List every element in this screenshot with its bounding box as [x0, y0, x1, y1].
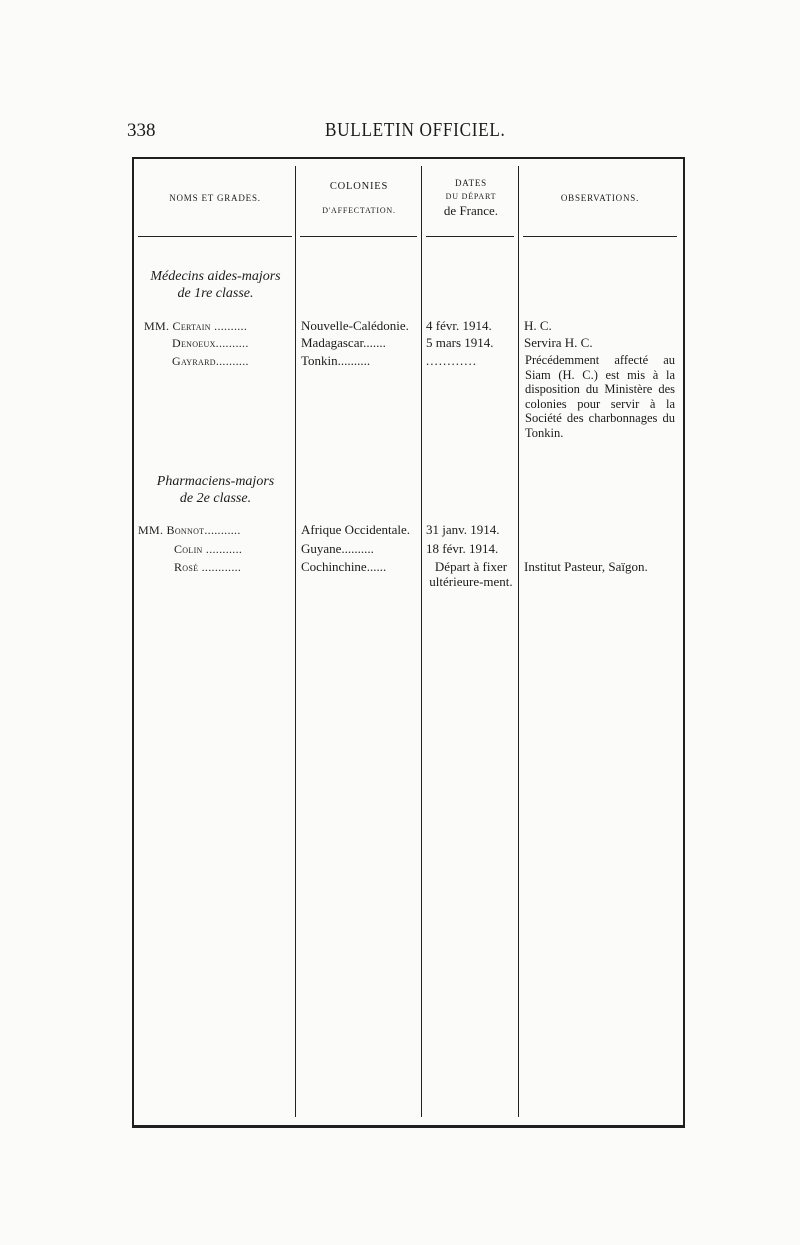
table-row-date: 5 mars 1914.: [426, 335, 494, 350]
column-header-noms: NOMS ET GRADES.: [169, 193, 261, 203]
column-divider: [518, 166, 519, 1117]
table-row-observation: Précédemment affecté au Siam (H. C.) est mis à la disposition du Ministère des colonies pour servir à la Société des charbonnages du Tonkin.: [525, 353, 675, 440]
section-title: Pharmaciens-majors de 2e classe.: [156, 474, 275, 506]
table-row-colonie: Guyane..........: [301, 541, 374, 556]
table-row-name: MM. Bonnot...........: [138, 523, 241, 537]
column-header-colonies: COLONIES D'AFFECTATION.: [322, 181, 396, 215]
table-row-colonie: Tonkin..........: [301, 353, 371, 368]
table-row-name: MM. Certain ..........: [144, 319, 248, 333]
header-rule: [426, 236, 514, 237]
table-row-date: 18 févr. 1914.: [426, 541, 499, 556]
table-row-colonie: Afrique Occidentale.: [301, 522, 411, 537]
column-divider: [295, 166, 296, 1117]
page-number: 338: [127, 120, 156, 141]
table-row-name: Gayrard..........: [172, 354, 249, 368]
table-row-colonie: Nouvelle-Calédonie.: [301, 318, 409, 333]
table-frame: [132, 157, 685, 1128]
table-row-colonie: Cochinchine......: [301, 559, 387, 574]
header-rule: [300, 236, 417, 237]
table-row-date: Départ à fixer ultérieure-ment.: [429, 559, 513, 589]
column-divider: [421, 166, 422, 1117]
table-row-observation: H. C.: [524, 318, 552, 333]
column-header-dates: DATES DU DÉPART de France.: [443, 178, 499, 218]
table-row-date: 4 févr. 1914.: [426, 318, 492, 333]
table-row-date: ............: [426, 353, 477, 368]
table-row-observation: Institut Pasteur, Saïgon.: [524, 559, 648, 574]
table-row-date: 31 janv. 1914.: [426, 522, 500, 537]
table-row-name: Colin ...........: [174, 542, 243, 556]
table-row-name: Rosé ............: [174, 560, 242, 574]
section-title: Médecins aides-majors de 1re classe.: [150, 269, 281, 301]
column-header-observations: OBSERVATIONS.: [560, 193, 640, 203]
table-row-observation: Servira H. C.: [524, 335, 593, 350]
page-title: BULLETIN OFFICIEL.: [325, 119, 506, 141]
table-row-colonie: Madagascar.......: [301, 335, 386, 350]
header-rule: [138, 236, 292, 237]
table-row-name: Denoeux..........: [172, 336, 249, 350]
header-rule: [523, 236, 677, 237]
